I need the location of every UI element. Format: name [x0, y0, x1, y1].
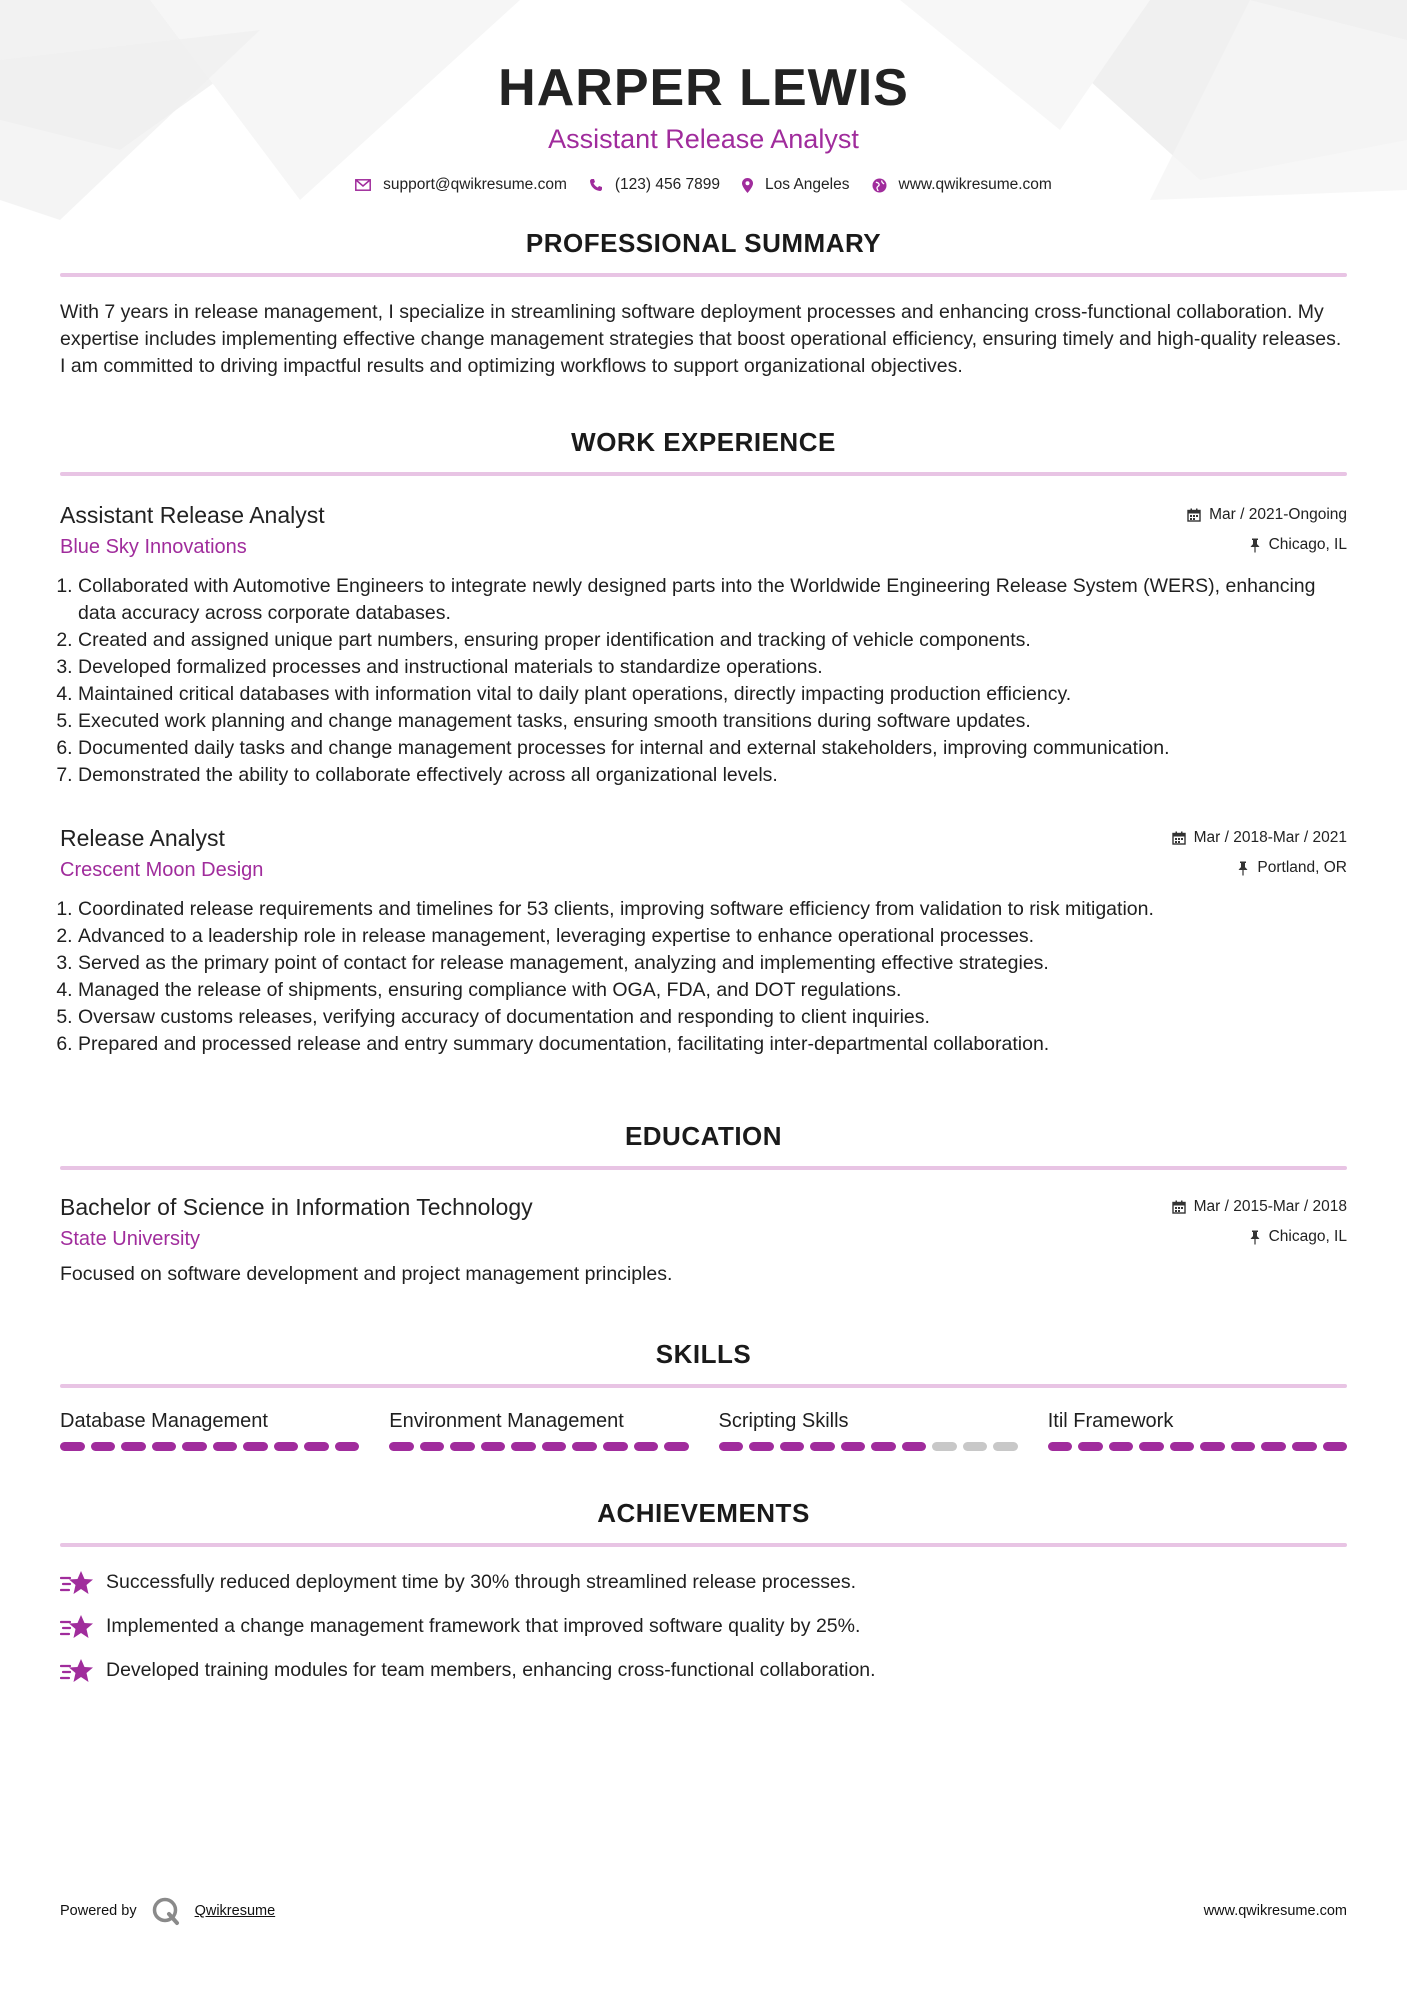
- skill-level-bar: [1048, 1442, 1347, 1451]
- skill-dot-empty: [932, 1442, 957, 1451]
- job-company: Crescent Moon Design: [60, 859, 264, 881]
- education-heading: EDUCATION: [624, 1121, 783, 1151]
- job-company: Blue Sky Innovations: [60, 536, 247, 558]
- section-divider: [60, 1543, 1347, 1547]
- calendar-icon: [1172, 1200, 1186, 1214]
- skill-dot-filled: [871, 1442, 896, 1451]
- skill-dot-filled: [749, 1442, 774, 1451]
- skill-level-bar: [60, 1442, 359, 1451]
- location-text: Los Angeles: [765, 176, 850, 193]
- summary-section: [60, 227, 1347, 380]
- education-dates-text: Mar / 2015-Mar / 2018: [1193, 1198, 1347, 1215]
- skill-dot-filled: [634, 1442, 659, 1451]
- job-location: [1172, 853, 1347, 883]
- skill-dot-filled: [780, 1442, 805, 1451]
- education-location-text: Chicago, IL: [1268, 1228, 1347, 1245]
- skill-name: Database Management: [60, 1410, 268, 1432]
- skill-dot-filled: [1139, 1442, 1164, 1451]
- education-entry: [60, 1192, 1347, 1288]
- skill-dot-filled: [450, 1442, 475, 1451]
- list-item: 3. Served as the primary point of contact for release management, analyzing and implementing effective strategies.: [78, 950, 1347, 977]
- skill-dot-empty: [993, 1442, 1018, 1451]
- contact-website[interactable]: [872, 176, 1052, 194]
- skill-dot-filled: [243, 1442, 268, 1451]
- job-location-text: Chicago, IL: [1268, 536, 1347, 553]
- skill-dot-filled: [572, 1442, 597, 1451]
- job-dates-text: Mar / 2021-Ongoing: [1209, 506, 1347, 523]
- section-divider: [60, 472, 1347, 476]
- list-item: 2. Advanced to a leadership role in release management, leveraging expertise to enhance operational processes.: [78, 923, 1347, 950]
- summary-text: With 7 years in release management, I specialize in streamlining software deployment processes and enhancing cross-functional collaboration. My expertise includes implementing effective change management strategies that boost operational efficiency, ensuring timely and high-quality releases. I am committed to driving impactful results and optimizing workflows to support organizational objectives.: [60, 301, 1342, 377]
- footer-website[interactable]: www.qwikresume.com: [1203, 1903, 1347, 1919]
- achievements-heading: ACHIEVEMENTS: [597, 1498, 810, 1528]
- phone-icon: [589, 178, 603, 192]
- list-item: 1. Coordinated release requirements and timelines for 53 clients, improving software efficiency from validation to risk mitigation.: [78, 896, 1347, 923]
- skill-dot-filled: [389, 1442, 414, 1451]
- skill-name: Itil Framework: [1047, 1410, 1174, 1432]
- website-text: www.qwikresume.com: [898, 176, 1052, 193]
- list-item: 7. Demonstrated the ability to collaborate effectively across all organizational levels.: [78, 762, 1347, 789]
- list-item: 5. Oversaw customs releases, verifying accuracy of documentation and responding to client inquiries.: [78, 1004, 1347, 1031]
- skill-dot-filled: [1231, 1442, 1256, 1451]
- list-item: 4. Managed the release of shipments, ensuring compliance with OGA, FDA, and DOT regulations.: [78, 977, 1347, 1004]
- skill-dot-filled: [335, 1442, 360, 1451]
- education-section: [60, 1120, 1347, 1288]
- list-item: 2. Created and assigned unique part numbers, ensuring proper identification and tracking of vehicle components.: [78, 627, 1347, 654]
- job-dates: [1172, 823, 1347, 853]
- job-dates-text: Mar / 2018-Mar / 2021: [1193, 829, 1347, 846]
- skill-dot-filled: [1292, 1442, 1317, 1451]
- job-location-text: Portland, OR: [1257, 859, 1347, 876]
- skills-heading: SKILLS: [655, 1339, 752, 1369]
- experience-heading: WORK EXPERIENCE: [571, 427, 836, 457]
- envelope-icon: [355, 179, 371, 191]
- achievement-text: Developed training modules for team members, enhancing cross-functional collaboration.: [106, 1659, 876, 1681]
- job-title: Assistant Release Analyst: [60, 502, 325, 528]
- list-item: 4. Maintained critical databases with information vital to daily plant operations, directly impacting production efficiency.: [78, 681, 1347, 708]
- skill-dot-filled: [603, 1442, 628, 1451]
- achievement-item: [60, 1569, 1347, 1596]
- skill-item: [1048, 1408, 1347, 1451]
- achievements-section: [60, 1497, 1347, 1684]
- job-bullets: [60, 573, 1347, 789]
- job-title: Release Analyst: [60, 825, 225, 851]
- education-description: Focused on software development and project management principles.: [60, 1263, 673, 1285]
- job-entry: [60, 823, 1347, 1058]
- page-footer: [60, 1896, 1347, 1926]
- email-text: support@qwikresume.com: [383, 176, 567, 193]
- skill-dot-filled: [1200, 1442, 1225, 1451]
- qwikresume-logo-icon: [151, 1896, 181, 1926]
- job-entry: [60, 500, 1347, 789]
- skill-dot-filled: [902, 1442, 927, 1451]
- skill-dot-filled: [274, 1442, 299, 1451]
- candidate-name: HARPER LEWIS: [498, 59, 909, 117]
- contact-location: [742, 176, 849, 194]
- achievement-item: [60, 1657, 1347, 1684]
- pushpin-icon: [1249, 1230, 1261, 1245]
- pushpin-icon: [1249, 538, 1261, 553]
- pushpin-icon: [1237, 861, 1249, 876]
- powered-by-label: Powered by: [60, 1903, 137, 1919]
- resume-header: [60, 0, 1347, 194]
- skill-dot-filled: [810, 1442, 835, 1451]
- phone-text: (123) 456 7899: [614, 176, 721, 193]
- education-dates: [1172, 1192, 1347, 1222]
- job-dates: [1187, 500, 1347, 530]
- shooting-star-icon: [60, 1614, 94, 1640]
- skills-grid: [60, 1408, 1347, 1451]
- powered-by: [60, 1896, 275, 1926]
- list-item: 6. Documented daily tasks and change management processes for internal and external stakeholders, improving communication.: [78, 735, 1347, 762]
- calendar-icon: [1172, 831, 1186, 845]
- degree-title: Bachelor of Science in Information Technology: [60, 1194, 533, 1220]
- skill-name: Scripting Skills: [718, 1410, 849, 1432]
- skill-item: [60, 1408, 359, 1451]
- skill-dot-filled: [182, 1442, 207, 1451]
- list-item: 5. Executed work planning and change management tasks, ensuring smooth transitions during software updates.: [78, 708, 1347, 735]
- section-divider: [60, 1384, 1347, 1388]
- skill-dot-filled: [1048, 1442, 1073, 1451]
- skill-item: [389, 1408, 688, 1451]
- skill-dot-filled: [1078, 1442, 1103, 1451]
- calendar-icon: [1187, 508, 1201, 522]
- contact-bar: [60, 176, 1347, 194]
- skill-dot-filled: [719, 1442, 744, 1451]
- skills-section: [60, 1338, 1347, 1451]
- job-bullets: [60, 896, 1347, 1058]
- skill-dot-filled: [664, 1442, 689, 1451]
- section-divider: [60, 1166, 1347, 1170]
- candidate-title: Assistant Release Analyst: [548, 124, 859, 154]
- shooting-star-icon: [60, 1658, 94, 1684]
- summary-heading: PROFESSIONAL SUMMARY: [525, 228, 882, 258]
- contact-phone[interactable]: [589, 176, 720, 194]
- skill-name: Environment Management: [389, 1410, 624, 1432]
- skill-dot-filled: [841, 1442, 866, 1451]
- skill-dot-filled: [91, 1442, 116, 1451]
- skill-dot-filled: [1261, 1442, 1286, 1451]
- achievement-text: Successfully reduced deployment time by 30% through streamlined release processes.: [106, 1571, 857, 1593]
- experience-section: [60, 426, 1347, 1058]
- skill-dot-filled: [1109, 1442, 1134, 1451]
- skill-dot-filled: [511, 1442, 536, 1451]
- skill-dot-filled: [481, 1442, 506, 1451]
- skill-dot-filled: [121, 1442, 146, 1451]
- education-location: [1172, 1222, 1347, 1252]
- skill-dot-filled: [1170, 1442, 1195, 1451]
- achievements-list: [60, 1569, 1347, 1684]
- skill-dot-filled: [420, 1442, 445, 1451]
- skill-item: [719, 1408, 1018, 1451]
- skill-dot-filled: [304, 1442, 329, 1451]
- list-item: 1. Collaborated with Automotive Engineers to integrate newly designed parts into the Worldwide Engineering Release System (WERS), enhancing data accuracy across corporate databases.: [78, 573, 1347, 627]
- achievement-text: Implemented a change management framework that improved software quality by 25%.: [106, 1615, 861, 1637]
- list-item: 3. Developed formalized processes and instructional materials to standardize operations.: [78, 654, 1347, 681]
- skill-level-bar: [389, 1442, 688, 1451]
- skill-dot-filled: [60, 1442, 85, 1451]
- list-item: 6. Prepared and processed release and entry summary documentation, facilitating inter-departmental collaboration.: [78, 1031, 1347, 1058]
- shooting-star-icon: [60, 1570, 94, 1596]
- skill-dot-empty: [963, 1442, 988, 1451]
- map-pin-icon: [742, 178, 753, 193]
- school-name: State University: [60, 1228, 201, 1250]
- skill-dot-filled: [213, 1442, 238, 1451]
- globe-icon: [872, 178, 887, 193]
- job-location: [1187, 530, 1347, 560]
- section-divider: [60, 273, 1347, 277]
- skill-dot-filled: [1323, 1442, 1348, 1451]
- skill-dot-filled: [542, 1442, 567, 1451]
- contact-email[interactable]: [355, 176, 567, 194]
- achievement-item: [60, 1613, 1347, 1640]
- skill-level-bar: [719, 1442, 1018, 1451]
- qwikresume-link[interactable]: Qwikresume: [194, 1903, 276, 1919]
- skill-dot-filled: [152, 1442, 177, 1451]
